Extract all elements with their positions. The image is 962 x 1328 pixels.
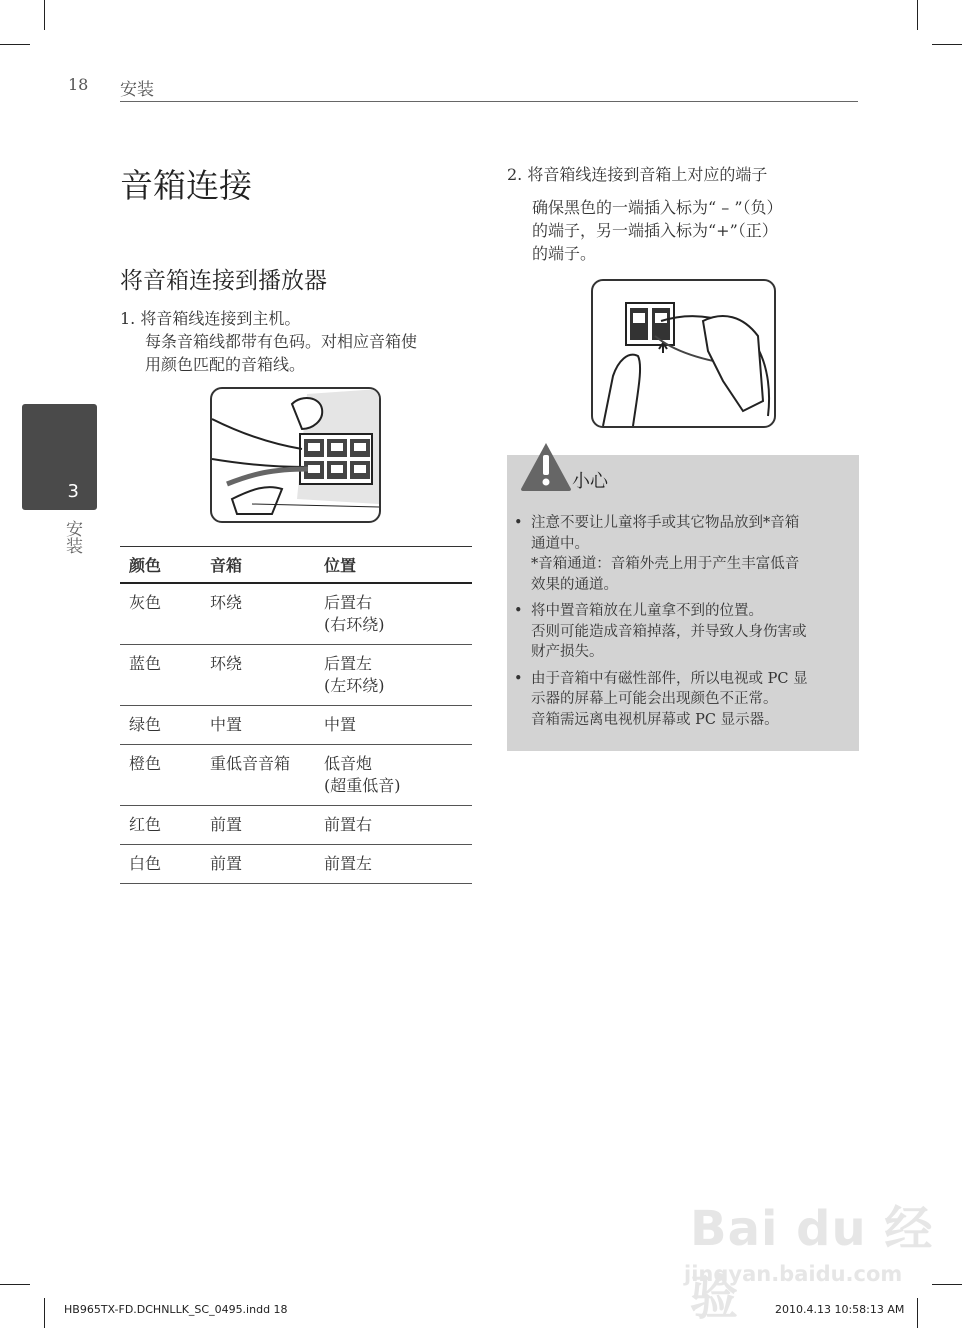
- position-line: (左环绕): [324, 676, 385, 695]
- caution-line: 将中置音箱放在儿童拿不到的位置。: [531, 603, 763, 619]
- table-row: [120, 806, 472, 845]
- column-header: 位置: [315, 547, 472, 584]
- table-row: [120, 645, 472, 706]
- cell-position: [315, 583, 472, 645]
- crop-mark: [0, 1284, 30, 1285]
- crop-mark: [932, 44, 962, 45]
- step-2-body-line: 的端子，另一端插入标为“+”（正）: [532, 221, 778, 240]
- step-2-body-line: 确保黑色的一端插入标为“ – ”（负）: [532, 198, 783, 217]
- speaker-terminal-illustration: [591, 279, 776, 428]
- caution-list: [507, 513, 820, 736]
- watermark-brand: Bai du 经验: [690, 1201, 934, 1326]
- page-number: 18: [68, 75, 89, 94]
- caution-line: 由于音箱中有磁性部件，所以电视或 PC 显: [531, 670, 808, 687]
- caution-line: 通道中。: [531, 535, 589, 552]
- crop-mark: [917, 0, 918, 30]
- table-header-row: [120, 547, 472, 584]
- position-line: 中置: [324, 715, 357, 734]
- step-2-body-line: 的端子。: [532, 244, 597, 263]
- caution-item: • 注意不要让儿童将手或其它物品放到*音箱 通道中。 *音箱通道：音箱外壳上用于产生丰富低音 效果的通道。: [531, 513, 808, 595]
- position-line: (超重低音): [324, 776, 401, 795]
- column-header: 音箱: [201, 547, 315, 584]
- page-title: 音箱连接: [120, 166, 252, 205]
- caution-line: 音箱需远离电视机屏幕或 PC 显示器。: [531, 711, 779, 728]
- cell-speaker: 环绕: [201, 645, 315, 706]
- caution-item: • 将中置音箱放在儿童拿不到的位置。 否则可能造成音箱掉落，并导致人身伤害或 财产损失。: [531, 601, 808, 663]
- crop-mark: [44, 0, 45, 30]
- chapter-label: 安装: [62, 520, 82, 554]
- caution-line: 否则可能造成音箱掉落，并导致人身伤害或: [531, 623, 807, 640]
- column-header: 颜色: [120, 547, 201, 584]
- position-line: 前置右: [324, 815, 373, 834]
- table-row: [120, 706, 472, 745]
- caution-line: 财产损失。: [531, 644, 604, 660]
- step-2-title: 将音箱线连接到音箱上对应的端子: [527, 165, 768, 184]
- caution-line: 效果的通道。: [531, 576, 618, 593]
- chapter-tab: [22, 404, 97, 510]
- cell-speaker: 环绕: [201, 583, 315, 645]
- header-rule: [120, 101, 858, 102]
- caution-line: *音箱通道：音箱外壳上用于产生丰富低音: [531, 556, 800, 572]
- cell-position: [315, 806, 472, 845]
- cell-color: 蓝色: [120, 645, 201, 706]
- speaker-terminal-drawing: [593, 281, 774, 426]
- section-title: 将音箱连接到播放器: [120, 268, 327, 294]
- position-line: 后置右: [324, 593, 373, 612]
- position-line: (右环绕): [324, 615, 385, 634]
- cell-speaker: 重低音音箱: [201, 745, 315, 806]
- step-2-number: 2.: [507, 165, 523, 184]
- footer-timestamp: 2010.4.13 10:58:13 AM: [775, 1303, 905, 1316]
- position-line: 低音炮: [324, 754, 373, 773]
- cell-position: [315, 745, 472, 806]
- cell-speaker: 前置: [201, 845, 315, 884]
- cell-color: 橙色: [120, 745, 201, 806]
- warning-icon: [519, 441, 573, 493]
- step-1-number: 1.: [120, 309, 136, 328]
- cell-color: 红色: [120, 806, 201, 845]
- step-2: [507, 163, 859, 265]
- step-1-body-line: 每条音箱线都带有色码。对相应音箱使: [145, 332, 418, 351]
- cell-position: [315, 645, 472, 706]
- chapter-number: 3: [67, 481, 79, 502]
- cell-speaker: 中置: [201, 706, 315, 745]
- cell-color: 白色: [120, 845, 201, 884]
- cell-speaker: 前置: [201, 806, 315, 845]
- caution-title: 小心: [572, 471, 608, 492]
- crop-mark: [44, 1298, 45, 1328]
- cell-position: [315, 706, 472, 745]
- cell-color: 灰色: [120, 583, 201, 645]
- caution-line: 示器的屏幕上可能会出现颜色不正常。: [531, 691, 778, 707]
- step-1-body-line: 用颜色匹配的音箱线。: [145, 355, 306, 374]
- header-section: 安装: [120, 80, 154, 100]
- caution-line: 注意不要让儿童将手或其它物品放到*音箱: [531, 515, 800, 531]
- unit-terminals-drawing: [212, 389, 379, 521]
- speaker-color-table: [120, 546, 472, 884]
- table-row: [120, 583, 472, 645]
- step-1-title: 将音箱线连接到主机。: [140, 309, 301, 328]
- footer-file: HB965TX-FD.DCHNLLK_SC_0495.indd 18: [64, 1303, 288, 1316]
- table-row: [120, 745, 472, 806]
- crop-mark: [0, 44, 30, 45]
- cell-position: [315, 845, 472, 884]
- position-line: 后置左: [324, 654, 373, 673]
- caution-box: [507, 455, 859, 751]
- position-line: 前置左: [324, 854, 373, 873]
- cell-color: 绿色: [120, 706, 201, 745]
- watermark-url: jingyan.baidu.com: [684, 1262, 903, 1286]
- caution-item: • 由于音箱中有磁性部件，所以电视或 PC 显 示器的屏幕上可能会出现颜色不正常。 音箱需远离电视机屏幕或 PC 显示器。: [531, 669, 808, 731]
- table-row: [120, 845, 472, 884]
- unit-connection-illustration: [210, 387, 381, 523]
- step-1: [120, 307, 480, 376]
